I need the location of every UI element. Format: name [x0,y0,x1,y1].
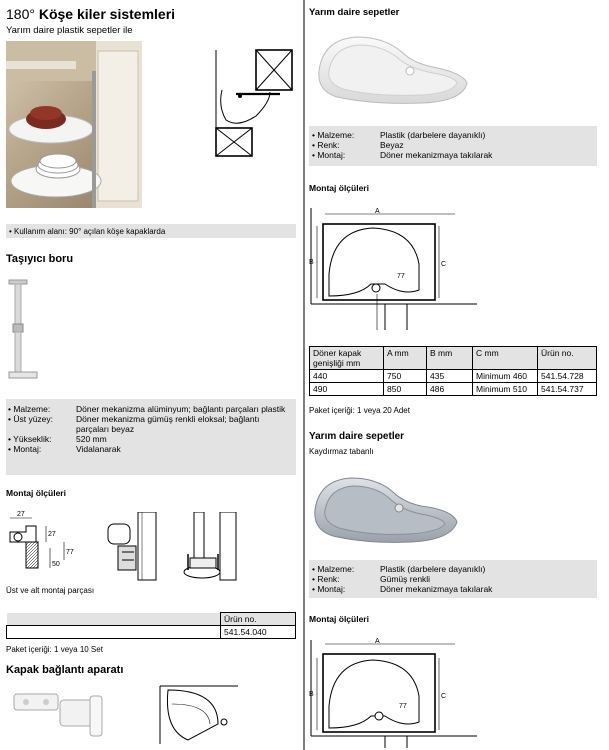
carrier-heading: Taşıyıcı boru [6,253,74,265]
spec-key: • Montaj: [312,584,346,594]
mount-part-illustration [104,512,162,582]
table-cell: 541.54.737 [538,383,597,396]
section2-spec-row [312,564,596,574]
dim-label-c: C [441,693,447,700]
dim-label-b: B [309,259,314,266]
dim-label: 27 [48,531,56,538]
table-header-cell: C mm [473,347,538,370]
section2-mount-diagram [309,636,479,748]
spec-key: • Yükseklik: [8,434,52,444]
spec-key: • Malzeme: [312,130,355,140]
carrier-tube-image [6,276,46,386]
section1-spec-row [312,150,596,160]
bracket-image [10,690,110,740]
section1-specs [312,130,596,160]
table-cell: 435 [427,370,473,383]
carrier-specs [8,404,294,454]
table-cell: 541.54.728 [538,370,597,383]
section1-product-table [309,346,597,396]
spec-key: • Malzeme: [312,564,355,574]
section2-specs [312,564,596,594]
section2-spec-row [312,574,596,584]
section2-spec-row [312,584,596,594]
spec-value: Döner mekanizma gümüş renkli eloksal; bağlantı parçaları beyaz [76,414,260,434]
spec-key: • Malzeme: [8,404,51,414]
section1-heading: Yarım daire sepetler [309,7,400,18]
carrier-spec-row [8,414,294,434]
table-header-cell: Ürün no. [221,613,296,626]
spec-value: 520 mm [76,434,107,444]
spec-value: Döner mekanizmaya takılarak [380,150,493,160]
section1-spec-row [312,140,596,150]
table-cell: 490 [310,383,384,396]
section1-mount-heading: Montaj ölçüleri [309,183,369,193]
table-cell: 850 [384,383,427,396]
corner-top-view-diagram [210,46,298,160]
spec-value: Gümüş renkli [380,574,431,584]
table-header-cell: Ürün no. [538,347,597,370]
mount-base-illustration [180,512,240,582]
table-header-row [7,613,296,626]
carrier-package: Paket içeriği: 1 veya 10 Set [6,645,103,654]
silver-basket-image [311,470,461,548]
spec-value: Beyaz [380,140,404,150]
section2-mount-heading: Montaj ölçüleri [309,614,369,624]
dim-label-d: 77 [397,273,405,280]
table-cell: 440 [310,370,384,383]
table-header-cell: A mm [384,347,427,370]
table-header-blank [7,613,221,626]
column-divider [303,0,305,750]
section1-spec-row [312,130,596,140]
spec-key: • Montaj: [312,150,346,160]
table-row [310,383,597,396]
bracket-diagram [158,684,240,746]
spec-value: Vidalanarak [76,444,121,454]
section1-mount-diagram [309,204,479,330]
section2-heading: Yarım daire sepetler [309,431,405,442]
spec-value: Döner mekanizmaya takılarak [380,584,493,594]
spec-value: Plastik (darbelere dayanıklı) [380,564,486,574]
mount-caption: Üst ve alt montaj parçası [6,586,95,595]
carrier-spec-row [8,404,294,414]
table-row [310,370,597,383]
dim-label-b: B [309,691,314,698]
spec-key: • Renk: [312,574,340,584]
carrier-spec-row [8,434,294,444]
dim-label: 77 [66,549,74,556]
dim-label-d: 77 [399,703,407,710]
dim-label: 50 [52,561,60,568]
title-bold: Köşe kiler sistemleri [38,6,176,22]
spec-key: • Renk: [312,140,340,150]
title-angle: 180° [6,6,35,22]
table-cell: Minimum 510 [473,383,538,396]
table-cell: Minimum 460 [473,370,538,383]
table-cell: 486 [427,383,473,396]
usage-note: • Kullanım alanı: 90° açılan köşe kapaklarda [6,224,296,238]
spec-key: • Üst yüzey: [8,414,54,424]
table-cell [7,626,221,639]
table-cell: 750 [384,370,427,383]
spec-key: • Montaj: [8,444,42,454]
table-cell: 541.54.040 [221,626,296,639]
dim-label-c: C [441,261,447,268]
table-header-cell: B mm [427,347,473,370]
dim-label: 27 [17,511,25,518]
carrier-spec-row [8,444,294,454]
carrier-mount-heading: Montaj ölçüleri [6,488,66,498]
spec-value: Döner mekanizma alüminyum; bağlantı parçaları plastik [76,404,286,414]
mount-dimension-diagram [6,508,86,578]
section1-package: Paket içeriği: 1 veya 20 Adet [309,406,410,415]
spec-value: Plastik (darbelere dayanıklı) [380,130,486,140]
dim-label-a: A [375,208,380,215]
table-row [7,626,296,639]
dim-label-a: A [375,638,380,645]
page-subtitle: Yarım daire plastik sepetler ile [6,25,133,36]
section2-subtitle: Kaydırmaz tabanlı [309,447,374,456]
bracket-heading: Kapak bağlantı aparatı [6,664,124,676]
white-basket-image [313,27,473,111]
table-header-row [310,347,597,370]
carrier-product-table [6,612,296,639]
table-header-cell: Döner kapak genişliği mm [310,347,384,370]
page-title [6,6,175,22]
corner-cabinet-photo [6,41,142,208]
